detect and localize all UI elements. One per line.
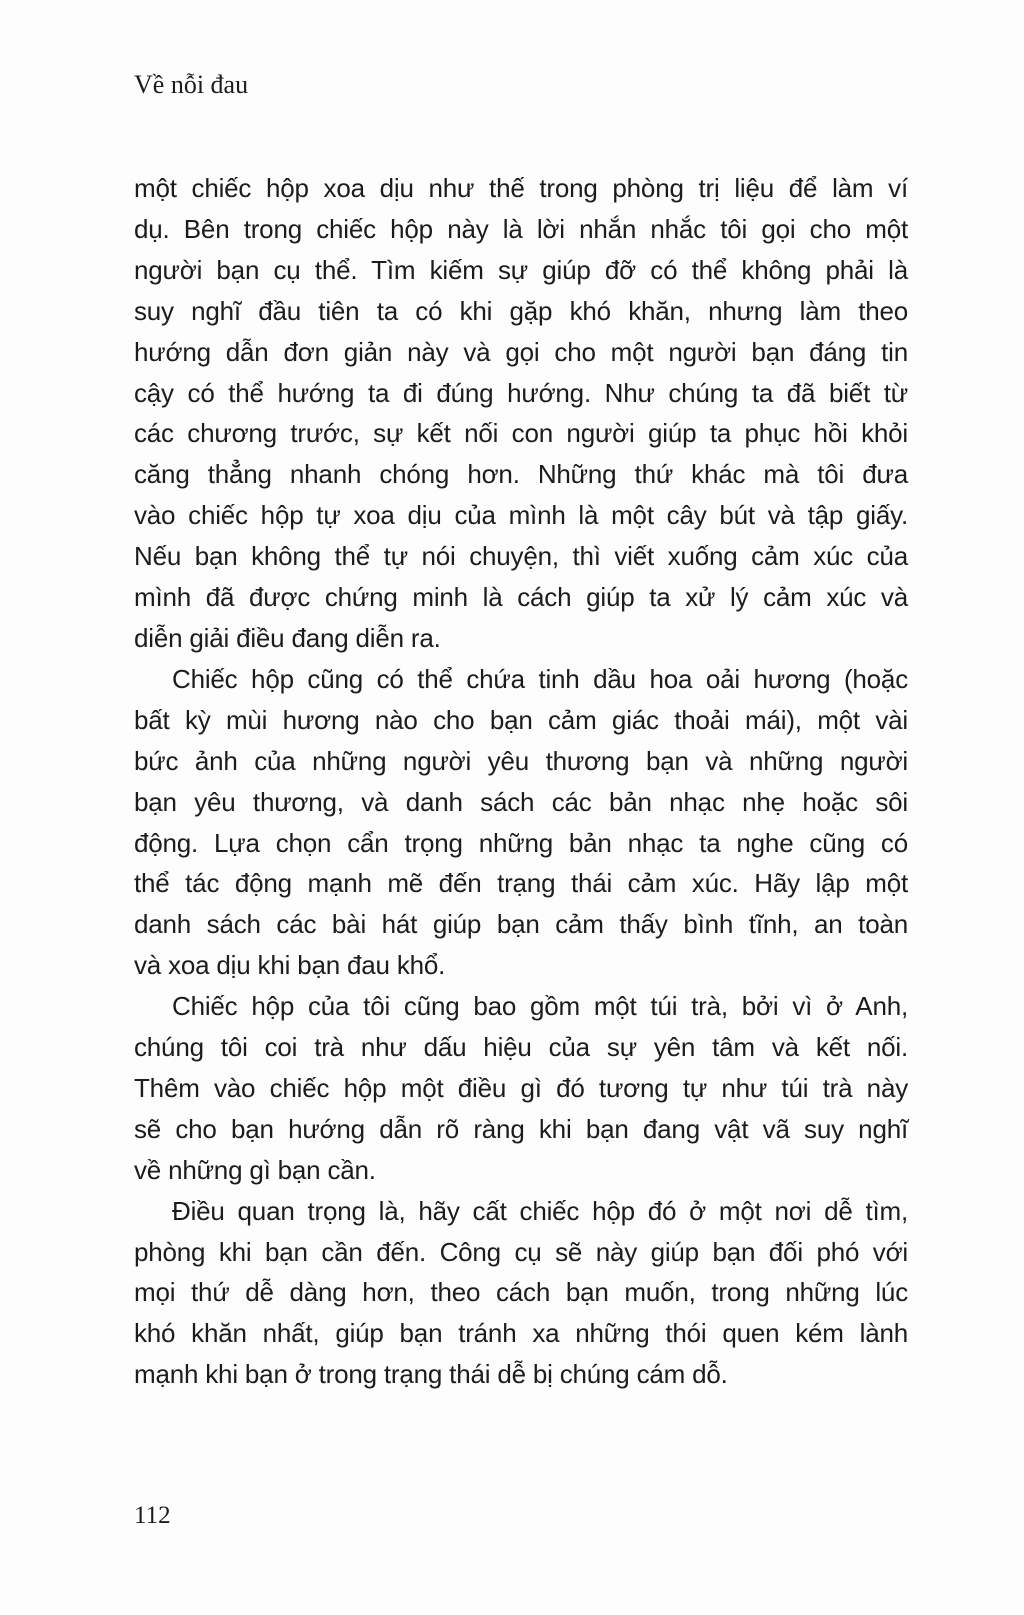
text-line: Điều quan trọng là, hãy cất chiếc hộp đó ở một nơi dễ tìm, xyxy=(172,1195,908,1226)
text-line: người bạn cụ thể. Tìm kiếm sự giúp đỡ có thể không phải là xyxy=(134,254,908,285)
text-line: căng thẳng nhanh chóng hơn. Những thứ khác mà tôi đưa xyxy=(134,459,908,490)
text-line: sẽ cho bạn hướng dẫn rõ ràng khi bạn đang vật vã suy nghĩ xyxy=(134,1113,908,1144)
text-line: suy nghĩ đầu tiên ta có khi gặp khó khăn, nhưng làm theo xyxy=(134,295,908,326)
text-line: mạnh khi bạn ở trong trạng thái dễ bị chúng cám dỗ. xyxy=(134,1359,728,1390)
text-line: Nếu bạn không thể tự nói chuyện, thì viết xuống cảm xúc của xyxy=(134,541,908,572)
text-line: hướng dẫn đơn giản này và gọi cho một người bạn đáng tin xyxy=(134,336,908,367)
text-line: cậy có thể hướng ta đi đúng hướng. Như chúng ta đã biết từ xyxy=(134,377,908,408)
text-line: chúng tôi coi trà như dấu hiệu của sự yên tâm và kết nối. xyxy=(134,1032,908,1063)
text-line: vào chiếc hộp tự xoa dịu của mình là một cây bút và tập giấy. xyxy=(134,500,908,531)
text-line: về những gì bạn cần. xyxy=(134,1154,376,1185)
text-line: các chương trước, sự kết nối con người giúp ta phục hồi khỏi xyxy=(134,418,908,449)
paragraph xyxy=(134,659,908,986)
text-line: thể tác động mạnh mẽ đến trạng thái cảm xúc. Hãy lập một xyxy=(134,868,908,899)
text-line: mình đã được chứng minh là cách giúp ta xử lý cảm xúc và xyxy=(134,582,908,613)
text-line: Chiếc hộp của tôi cũng bao gồm một túi trà, bởi vì ở Anh, xyxy=(172,991,908,1022)
body-text xyxy=(134,168,908,1395)
text-line: động. Lựa chọn cẩn trọng những bản nhạc ta nghe cũng có xyxy=(134,827,908,858)
text-line: bất kỳ mùi hương nào cho bạn cảm giác thoải mái), một vài xyxy=(134,704,908,735)
text-line: Thêm vào chiếc hộp một điều gì đó tương tự như túi trà này xyxy=(134,1072,908,1103)
paragraph xyxy=(134,1191,908,1396)
text-line: dụ. Bên trong chiếc hộp này là lời nhắn nhắc tôi gọi cho một xyxy=(134,213,908,244)
text-line: Chiếc hộp cũng có thể chứa tinh dầu hoa oải hương (hoặc xyxy=(172,663,908,694)
text-line: mọi thứ dễ dàng hơn, theo cách bạn muốn, trong những lúc xyxy=(134,1277,908,1308)
text-line: và xoa dịu khi bạn đau khổ. xyxy=(134,950,446,981)
paragraph xyxy=(134,986,908,1191)
text-line: bạn yêu thương, và danh sách các bản nhạc nhẹ hoặc sôi xyxy=(134,786,908,817)
text-line: danh sách các bài hát giúp bạn cảm thấy bình tĩnh, an toàn xyxy=(134,909,908,940)
page-number: 112 xyxy=(134,1502,171,1529)
text-line: diễn giải điều đang diễn ra. xyxy=(134,622,441,653)
text-line: khó khăn nhất, giúp bạn tránh xa những thói quen kém lành xyxy=(134,1318,908,1349)
text-line: bức ảnh của những người yêu thương bạn và những người xyxy=(134,745,908,776)
text-line: phòng khi bạn cần đến. Công cụ sẽ này giúp bạn đối phó với xyxy=(134,1236,908,1267)
paragraph xyxy=(134,168,908,659)
text-line: một chiếc hộp xoa dịu như thế trong phòng trị liệu để làm ví xyxy=(134,173,908,203)
running-header: Về nỗi đau xyxy=(134,70,249,99)
